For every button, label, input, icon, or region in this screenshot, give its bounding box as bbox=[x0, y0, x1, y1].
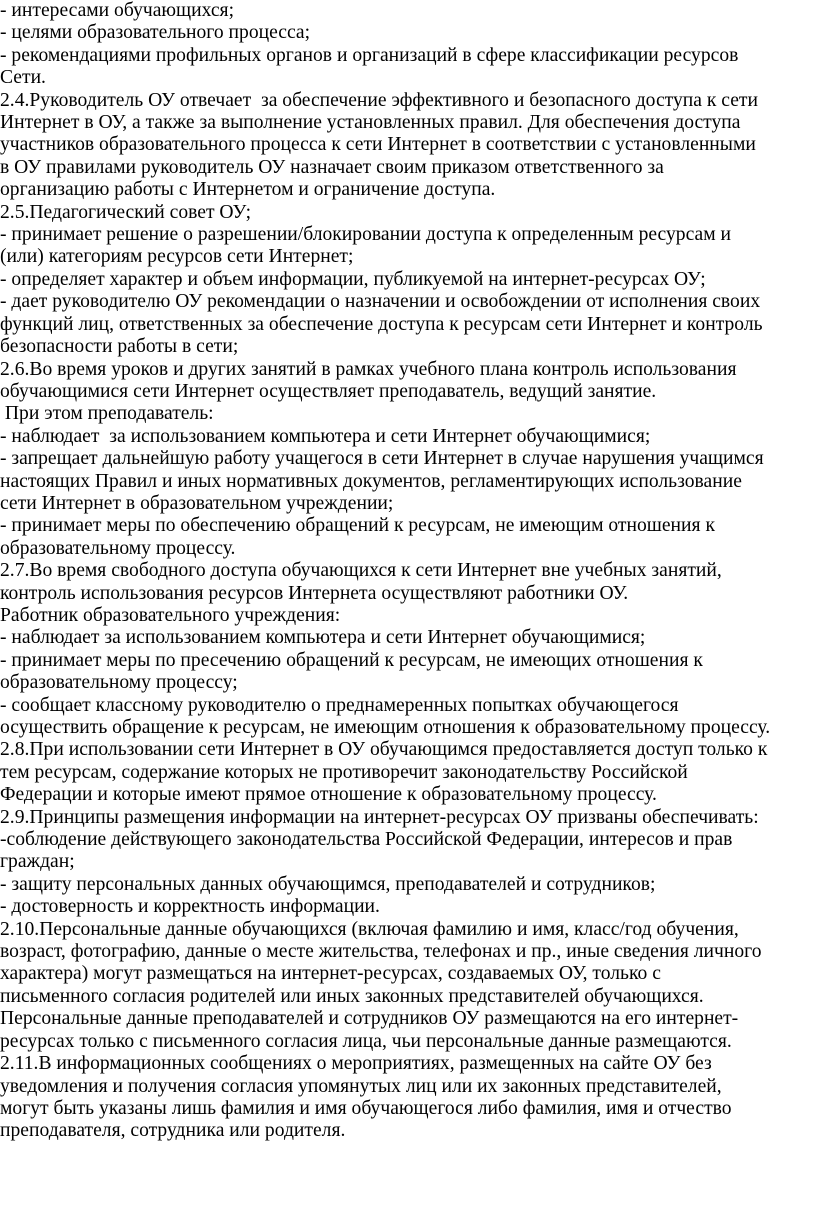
text-line: контроль использования ресурсов Интернета осуществляют работники ОУ. bbox=[0, 582, 629, 604]
text-line: Персональные данные преподавателей и сотрудников ОУ размещаются на его интернет- bbox=[0, 1008, 739, 1030]
text-line: 2.5.Педагогический совет ОУ; bbox=[0, 201, 252, 223]
text-line: могут быть указаны лишь фамилия и имя обучающегося либо фамилия, имя и отчество bbox=[0, 1097, 732, 1119]
text-line: в ОУ правилами руководитель ОУ назначает своим приказом ответственного за bbox=[0, 156, 664, 178]
text-line: ресурсах только с письменного согласия лица, чьи персональные данные размещаются. bbox=[0, 1030, 732, 1052]
text-line: функций лиц, ответственных за обеспечение доступа к ресурсам сети Интернет и контроль bbox=[0, 313, 763, 335]
text-line: - принимает меры по пресечению обращений к ресурсам, не имеющих отношения к bbox=[0, 649, 703, 671]
text-line: организацию работы с Интернетом и ограничение доступа. bbox=[0, 179, 496, 201]
text-line: 2.9.Принципы размещения информации на интернет-ресурсах ОУ призваны обеспечивать: bbox=[0, 806, 759, 828]
text-line: - рекомендациями профильных органов и организаций в сфере классификации ресурсов bbox=[0, 44, 739, 66]
text-line: - определяет характер и объем информации, публикуемой на интернет-ресурсах ОУ; bbox=[0, 268, 706, 290]
text-line: письменного согласия родителей или иных законных представителей обучающихся. bbox=[0, 985, 704, 1007]
text-line: - принимает решение о разрешении/блокировании доступа к определенным ресурсам и bbox=[0, 224, 732, 246]
text-line: Сети. bbox=[0, 67, 46, 89]
text-line: - сообщает классному руководителю о преднамеренных попытках обучающегося bbox=[0, 694, 679, 716]
text-line: образовательному процессу; bbox=[0, 672, 238, 694]
text-line: осуществить обращение к ресурсам, не имеющим отношения к образовательному процессу. bbox=[0, 717, 771, 738]
text-line: тем ресурсам, содержание которых не противоречит законодательству Российской bbox=[0, 761, 688, 783]
text-line: При этом преподаватель: bbox=[0, 403, 214, 425]
text-line: Работник образовательного учреждения: bbox=[0, 604, 341, 626]
text-line: - дает руководителю ОУ рекомендации о назначении и освобождении от исполнения своих bbox=[0, 291, 761, 313]
text-line: образовательному процессу. bbox=[0, 537, 236, 559]
text-line: 2.4.Руководитель ОУ отвечает за обеспечение эффективного и безопасного доступа к сети bbox=[0, 89, 758, 111]
text-line: - целями образовательного процесса; bbox=[0, 22, 311, 44]
text-line: Федерации и которые имеют прямое отношение к образовательному процессу. bbox=[0, 784, 657, 806]
text-line: характера) могут размещаться на интернет-ресурсах, создаваемых ОУ, только с bbox=[0, 963, 661, 985]
text-line: 2.6.Во время уроков и других занятий в рамках учебного плана контроль использования bbox=[0, 358, 737, 380]
text-line: возраст, фотографию, данные о месте жительства, телефонах и пр., иные сведения личного bbox=[0, 941, 762, 963]
text-line: - интересами обучающихся; bbox=[0, 0, 235, 21]
text-line: - защиту персональных данных обучающимся, преподавателей и сотрудников; bbox=[0, 873, 656, 895]
text-line: - наблюдает за использованием компьютера и сети Интернет обучающимися; bbox=[0, 627, 646, 649]
text-line: Интернет в ОУ, а также за выполнение установленных правил. Для обеспечения доступа bbox=[0, 112, 741, 134]
text-line: граждан; bbox=[0, 851, 75, 873]
text-line: безопасности работы в сети; bbox=[0, 336, 239, 358]
text-line: (или) категориям ресурсов сети Интернет; bbox=[0, 246, 354, 268]
text-line: обучающимися сети Интернет осуществляет преподаватель, ведущий занятие. bbox=[0, 380, 657, 402]
text-line: сети Интернет в образовательном учреждении; bbox=[0, 492, 394, 514]
text-line: - запрещает дальнейшую работу учащегося в сети Интернет в случае нарушения учащимся bbox=[0, 448, 764, 470]
text-line: - принимает меры по обеспечению обращений к ресурсам, не имеющим отношения к bbox=[0, 515, 715, 537]
text-line: - достоверность и корректность информации. bbox=[0, 896, 380, 918]
text-line: 2.7.Во время свободного доступа обучающихся к сети Интернет вне учебных занятий, bbox=[0, 560, 722, 582]
text-line: 2.11.В информационных сообщениях о мероприятиях, размещенных на сайте ОУ без bbox=[0, 1053, 712, 1075]
text-line: 2.10.Персональные данные обучающихся (включая фамилию и имя, класс/год обучения, bbox=[0, 918, 739, 940]
text-line: уведомления и получения согласия упомянутых лиц или их законных представителей, bbox=[0, 1075, 722, 1097]
text-line: настоящих Правил и иных нормативных документов, регламентирующих использование bbox=[0, 470, 742, 492]
text-line: -соблюдение действующего законодательства Российской Федерации, интересов и прав bbox=[0, 829, 733, 851]
text-line: 2.8.При использовании сети Интернет в ОУ обучающимся предоставляется доступ только к bbox=[0, 739, 768, 761]
text-line: - наблюдает за использованием компьютера и сети Интернет обучающимися; bbox=[0, 425, 651, 447]
text-line: участников образовательного процесса к сети Интернет в соответствии с установленными bbox=[0, 134, 756, 156]
text-line: преподавателя, сотрудника или родителя. bbox=[0, 1120, 346, 1142]
